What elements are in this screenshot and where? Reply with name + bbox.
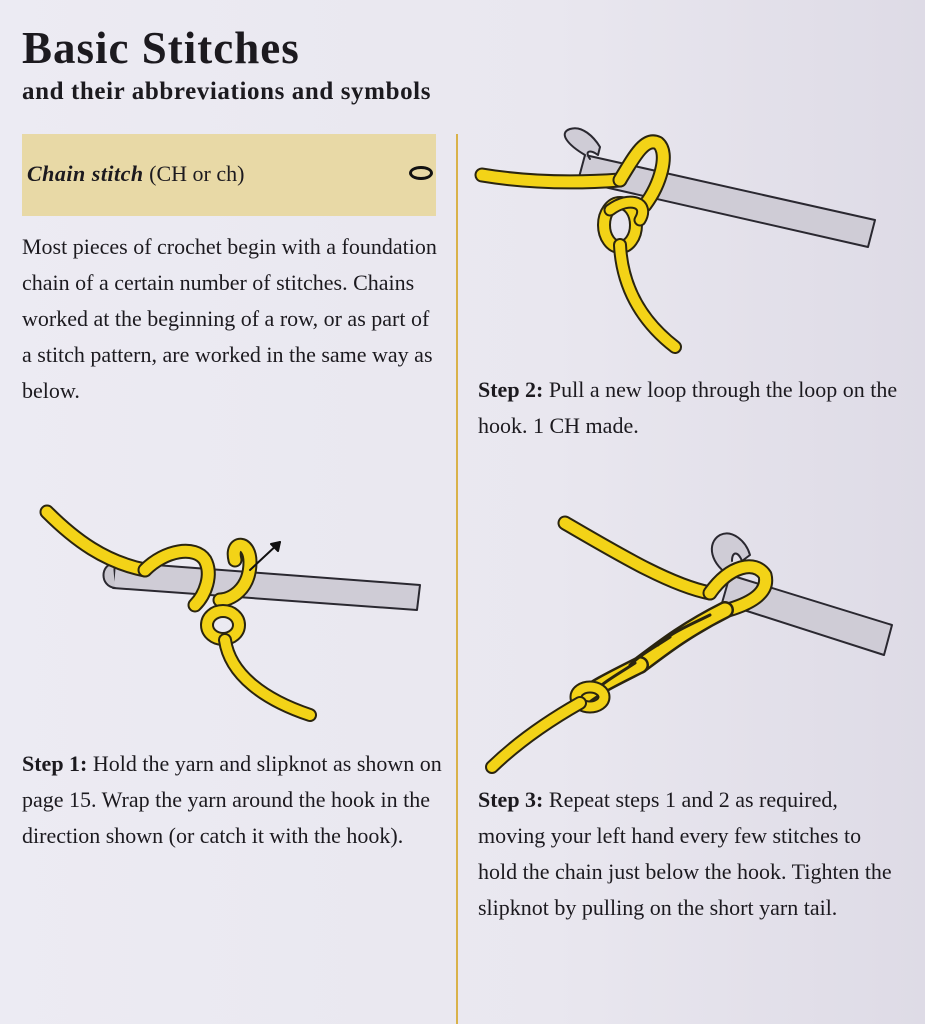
step-3-description: Repeat steps 1 and 2 as required, moving your left hand every few stitches to hold the chain just below the hook. Tighten the slipknot by pulling on the short yarn tail. xyxy=(478,787,892,920)
step-2-description: Pull a new loop through the loop on the hook. 1 CH made. xyxy=(478,377,898,438)
intro-paragraph: Most pieces of crochet begin with a foundation chain of a certain number of stitches. Chains worked at the beginning of a row, or as part of a stitch pattern, are worked in the same way as below. xyxy=(22,234,437,403)
step-3-label: Step 3: xyxy=(478,787,544,812)
page-title: Basic Stitches xyxy=(22,23,300,73)
page-subtitle: and their abbreviations and symbols xyxy=(22,78,432,105)
hook-new-loop-icon xyxy=(470,125,890,365)
step-2-text xyxy=(478,372,898,444)
stitch-name: Chain stitch xyxy=(27,161,144,186)
step-1-text xyxy=(22,746,447,854)
step-1-label: Step 1: xyxy=(22,751,88,776)
stitch-abbreviation: (CH or ch) xyxy=(149,161,245,186)
step-1-description: Hold the yarn and slipknot as shown on page 15. Wrap the yarn around the hook in the direction shown (or catch it with the hook). xyxy=(22,751,442,848)
column-divider xyxy=(456,134,458,1024)
stitch-header-band xyxy=(22,134,436,216)
hook-chain-row-icon xyxy=(470,505,900,780)
oval-chain-symbol-icon xyxy=(409,166,433,180)
step-2-label: Step 2: xyxy=(478,377,544,402)
stitch-title xyxy=(27,161,244,187)
hook-wrap-yarn-icon xyxy=(35,500,435,730)
step-3-text xyxy=(478,782,898,926)
